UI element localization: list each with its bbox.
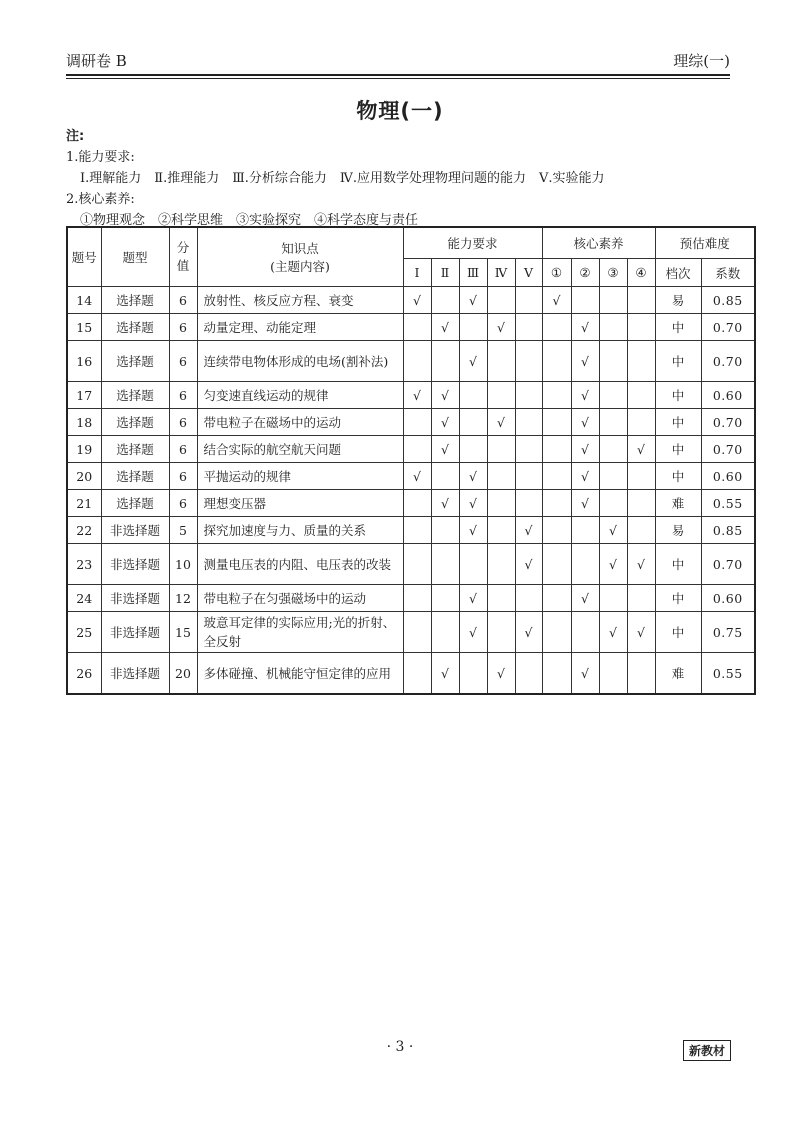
header-ability-col: Ⅱ [431,259,459,287]
cell-level: 中 [655,544,701,585]
cell-literacy-check [627,463,655,490]
cell-ability-check [431,585,459,612]
cell-score: 10 [169,544,197,585]
cell-num: 17 [67,382,101,409]
notes-block [66,126,605,231]
table-row [67,341,755,382]
cell-ability-check: √ [459,463,487,490]
cell-type: 选择题 [101,436,169,463]
cell-literacy-check: √ [627,436,655,463]
cell-ability-check [515,585,542,612]
cell-ability-check [515,653,542,695]
cell-ability-check [487,612,515,653]
cell-num: 16 [67,341,101,382]
header-ability-col: Ⅳ [487,259,515,287]
cell-ability-check [487,287,515,314]
cell-num: 18 [67,409,101,436]
cell-literacy-check [542,490,571,517]
cell-literacy-check: √ [571,585,599,612]
cell-ability-check: √ [431,653,459,695]
cell-num: 24 [67,585,101,612]
cell-ability-check: √ [459,287,487,314]
cell-ability-check [403,490,431,517]
cell-level: 中 [655,612,701,653]
cell-ability-check [515,287,542,314]
cell-ability-check [431,463,459,490]
cell-ability-check: √ [487,409,515,436]
cell-literacy-check [627,653,655,695]
cell-num: 15 [67,314,101,341]
cell-topic: 匀变速直线运动的规律 [197,382,403,409]
header-topic-line1: 知识点 [281,241,319,256]
cell-literacy-check: √ [627,544,655,585]
cell-num: 19 [67,436,101,463]
cell-ability-check [515,341,542,382]
cell-level: 中 [655,341,701,382]
cell-literacy-check [627,585,655,612]
header-ability-col: Ⅰ [403,259,431,287]
cell-topic: 测量电压表的内阻、电压表的改装 [197,544,403,585]
cell-coef: 0.85 [701,287,755,314]
cell-score: 6 [169,382,197,409]
table-row [67,463,755,490]
cell-coef: 0.60 [701,463,755,490]
cell-type: 选择题 [101,314,169,341]
cell-literacy-check [542,544,571,585]
cell-type: 选择题 [101,463,169,490]
cell-literacy-check [627,287,655,314]
cell-literacy-check: √ [542,287,571,314]
cell-score: 6 [169,314,197,341]
cell-literacy-check [571,612,599,653]
cell-ability-check: √ [403,463,431,490]
cell-level: 中 [655,314,701,341]
cell-ability-check [487,490,515,517]
cell-literacy-check [542,517,571,544]
cell-literacy-check [542,409,571,436]
cell-ability-check [403,436,431,463]
cell-type: 非选择题 [101,653,169,695]
cell-literacy-check [571,544,599,585]
cell-ability-check: √ [459,585,487,612]
header-ability-col: Ⅲ [459,259,487,287]
cell-ability-check [487,341,515,382]
cell-level: 中 [655,585,701,612]
cell-ability-check [487,585,515,612]
cell-literacy-check [627,382,655,409]
cell-ability-check [459,436,487,463]
cell-literacy-check: √ [571,653,599,695]
cell-ability-check: √ [487,314,515,341]
cell-literacy-check [542,314,571,341]
cell-coef: 0.55 [701,653,755,695]
table-row [67,544,755,585]
notes-label: 注: [66,129,85,144]
cell-type: 非选择题 [101,517,169,544]
header-topic-line2: (主题内容) [270,259,330,274]
header-literacy-col: ③ [599,259,627,287]
cell-literacy-check [542,653,571,695]
table-row [67,409,755,436]
cell-coef: 0.70 [701,436,755,463]
header-literacy-col: ② [571,259,599,287]
cell-literacy-check [627,490,655,517]
cell-coef: 0.60 [701,585,755,612]
cell-topic: 带电粒子在匀强磁场中的运动 [197,585,403,612]
cell-num: 23 [67,544,101,585]
cell-ability-check [459,382,487,409]
cell-coef: 0.75 [701,612,755,653]
cell-ability-check [403,653,431,695]
cell-ability-check: √ [515,517,542,544]
cell-literacy-check: √ [599,612,627,653]
cell-literacy-check: √ [571,409,599,436]
cell-literacy-check [599,382,627,409]
cell-num: 14 [67,287,101,314]
cell-type: 非选择题 [101,612,169,653]
cell-level: 易 [655,517,701,544]
header-num: 题号 [67,227,101,287]
cell-score: 5 [169,517,197,544]
cell-ability-check [431,287,459,314]
cell-ability-check [459,409,487,436]
cell-ability-check: √ [431,436,459,463]
cell-literacy-check [542,341,571,382]
header-right-text: 理综(一) [673,52,730,70]
cell-topic: 玻意耳定律的实际应用;光的折射、全反射 [197,612,403,653]
cell-ability-check [515,490,542,517]
cell-ability-check [487,382,515,409]
cell-ability-check: √ [431,382,459,409]
cell-topic: 带电粒子在磁场中的运动 [197,409,403,436]
table-row [67,612,755,653]
cell-literacy-check: √ [599,517,627,544]
cell-num: 20 [67,463,101,490]
cell-coef: 0.85 [701,517,755,544]
cell-ability-check [403,544,431,585]
header-type: 题型 [101,227,169,287]
cell-level: 中 [655,463,701,490]
cell-coef: 0.70 [701,341,755,382]
cell-literacy-check [599,585,627,612]
header-literacy-col: ① [542,259,571,287]
header-ability: 能力要求 [403,227,542,259]
cell-literacy-check: √ [571,463,599,490]
cell-ability-check: √ [403,382,431,409]
cell-ability-check [515,409,542,436]
cell-level: 中 [655,382,701,409]
cell-type: 选择题 [101,287,169,314]
cell-score: 6 [169,409,197,436]
cell-ability-check [515,314,542,341]
table-row [67,517,755,544]
cell-score: 6 [169,490,197,517]
cell-literacy-check [542,612,571,653]
notes-item2-title: 2.核心素养: [66,192,135,207]
cell-type: 选择题 [101,490,169,517]
cell-ability-check: √ [515,612,542,653]
cell-ability-check [459,314,487,341]
header-literacy: 核心素养 [542,227,655,259]
notes-item1-title: 1.能力要求: [66,150,135,165]
cell-ability-check [403,341,431,382]
notes-item2-body: ①物理观念 ②科学思维 ③实验探究 ④科学态度与责任 [80,213,419,228]
cell-ability-check: √ [515,544,542,585]
cell-ability-check: √ [459,341,487,382]
table-row [67,653,755,695]
table-row [67,436,755,463]
cell-score: 6 [169,287,197,314]
cell-literacy-check [599,314,627,341]
cell-topic: 理想变压器 [197,490,403,517]
header-difficulty: 预估难度 [655,227,755,259]
cell-ability-check [431,341,459,382]
cell-topic: 结合实际的航空航天问题 [197,436,403,463]
cell-literacy-check: √ [571,382,599,409]
cell-num: 22 [67,517,101,544]
table-row [67,585,755,612]
cell-coef: 0.55 [701,490,755,517]
cell-literacy-check [599,409,627,436]
cell-literacy-check: √ [599,544,627,585]
cell-ability-check [459,653,487,695]
cell-score: 20 [169,653,197,695]
page-header [66,46,730,76]
cell-literacy-check [542,585,571,612]
cell-score: 6 [169,463,197,490]
cell-ability-check [431,544,459,585]
cell-score: 6 [169,341,197,382]
cell-score: 6 [169,436,197,463]
cell-ability-check [487,463,515,490]
cell-num: 25 [67,612,101,653]
table-row [67,314,755,341]
header-ability-col: Ⅴ [515,259,542,287]
cell-topic: 平抛运动的规律 [197,463,403,490]
cell-literacy-check [571,517,599,544]
table-row [67,287,755,314]
cell-literacy-check [599,490,627,517]
header-left-text: 调研卷 B [66,52,127,70]
cell-ability-check [403,409,431,436]
cell-literacy-check [542,463,571,490]
cell-level: 中 [655,436,701,463]
header-score: 分值 [169,227,197,287]
cell-score: 15 [169,612,197,653]
cell-literacy-check [542,436,571,463]
cell-topic: 放射性、核反应方程、衰变 [197,287,403,314]
cell-level: 易 [655,287,701,314]
cell-type: 选择题 [101,341,169,382]
cell-coef: 0.70 [701,544,755,585]
page-title: 物理(一) [356,99,444,123]
cell-ability-check: √ [431,490,459,517]
cell-literacy-check [599,463,627,490]
cell-ability-check: √ [487,653,515,695]
cell-ability-check [403,585,431,612]
header-level: 档次 [655,259,701,287]
cell-ability-check [515,436,542,463]
cell-topic: 探究加速度与力、质量的关系 [197,517,403,544]
cell-ability-check: √ [459,517,487,544]
cell-literacy-check: √ [627,612,655,653]
cell-ability-check: √ [403,287,431,314]
cell-topic: 动量定理、动能定理 [197,314,403,341]
cell-literacy-check [542,382,571,409]
cell-type: 选择题 [101,409,169,436]
cell-literacy-check [627,517,655,544]
cell-literacy-check [599,341,627,382]
cell-ability-check [515,463,542,490]
header-rule-thick [66,74,730,76]
cell-ability-check: √ [431,314,459,341]
cell-type: 选择题 [101,382,169,409]
header-coef: 系数 [701,259,755,287]
cell-ability-check [431,612,459,653]
cell-literacy-check [627,409,655,436]
cell-ability-check: √ [459,490,487,517]
cell-level: 难 [655,653,701,695]
cell-literacy-check [599,436,627,463]
cell-level: 中 [655,409,701,436]
table-row [67,382,755,409]
cell-ability-check [487,517,515,544]
cell-ability-check [431,517,459,544]
table-body [67,287,755,695]
cell-ability-check [403,517,431,544]
cell-literacy-check [571,287,599,314]
cell-literacy-check: √ [571,314,599,341]
cell-topic: 多体碰撞、机械能守恒定律的应用 [197,653,403,695]
cell-coef: 0.60 [701,382,755,409]
header-literacy-col: ④ [627,259,655,287]
cell-ability-check: √ [431,409,459,436]
cell-literacy-check [599,653,627,695]
cell-score: 12 [169,585,197,612]
cell-ability-check [487,436,515,463]
cell-literacy-check: √ [571,490,599,517]
cell-num: 21 [67,490,101,517]
cell-num: 26 [67,653,101,695]
cell-literacy-check [627,341,655,382]
cell-ability-check [487,544,515,585]
cell-topic: 连续带电物体形成的电场(割补法) [197,341,403,382]
cell-type: 非选择题 [101,585,169,612]
header-rule-thin [66,78,730,79]
cell-literacy-check [599,287,627,314]
cell-ability-check [459,544,487,585]
cell-coef: 0.70 [701,314,755,341]
cell-literacy-check: √ [571,341,599,382]
header-topic [197,227,403,287]
table-row [67,490,755,517]
cell-ability-check [515,382,542,409]
cell-coef: 0.70 [701,409,755,436]
cell-type: 非选择题 [101,544,169,585]
edition-badge: 新教材 [683,1040,731,1061]
cell-literacy-check [627,314,655,341]
analysis-table [66,226,756,695]
cell-literacy-check: √ [571,436,599,463]
notes-item1-body: Ⅰ.理解能力 Ⅱ.推理能力 Ⅲ.分析综合能力 Ⅳ.应用数学处理物理问题的能力 Ⅴ.实验能力 [80,171,605,186]
cell-level: 难 [655,490,701,517]
cell-ability-check [403,612,431,653]
cell-ability-check [403,314,431,341]
page-number: · 3 · [386,1039,414,1055]
cell-ability-check: √ [459,612,487,653]
